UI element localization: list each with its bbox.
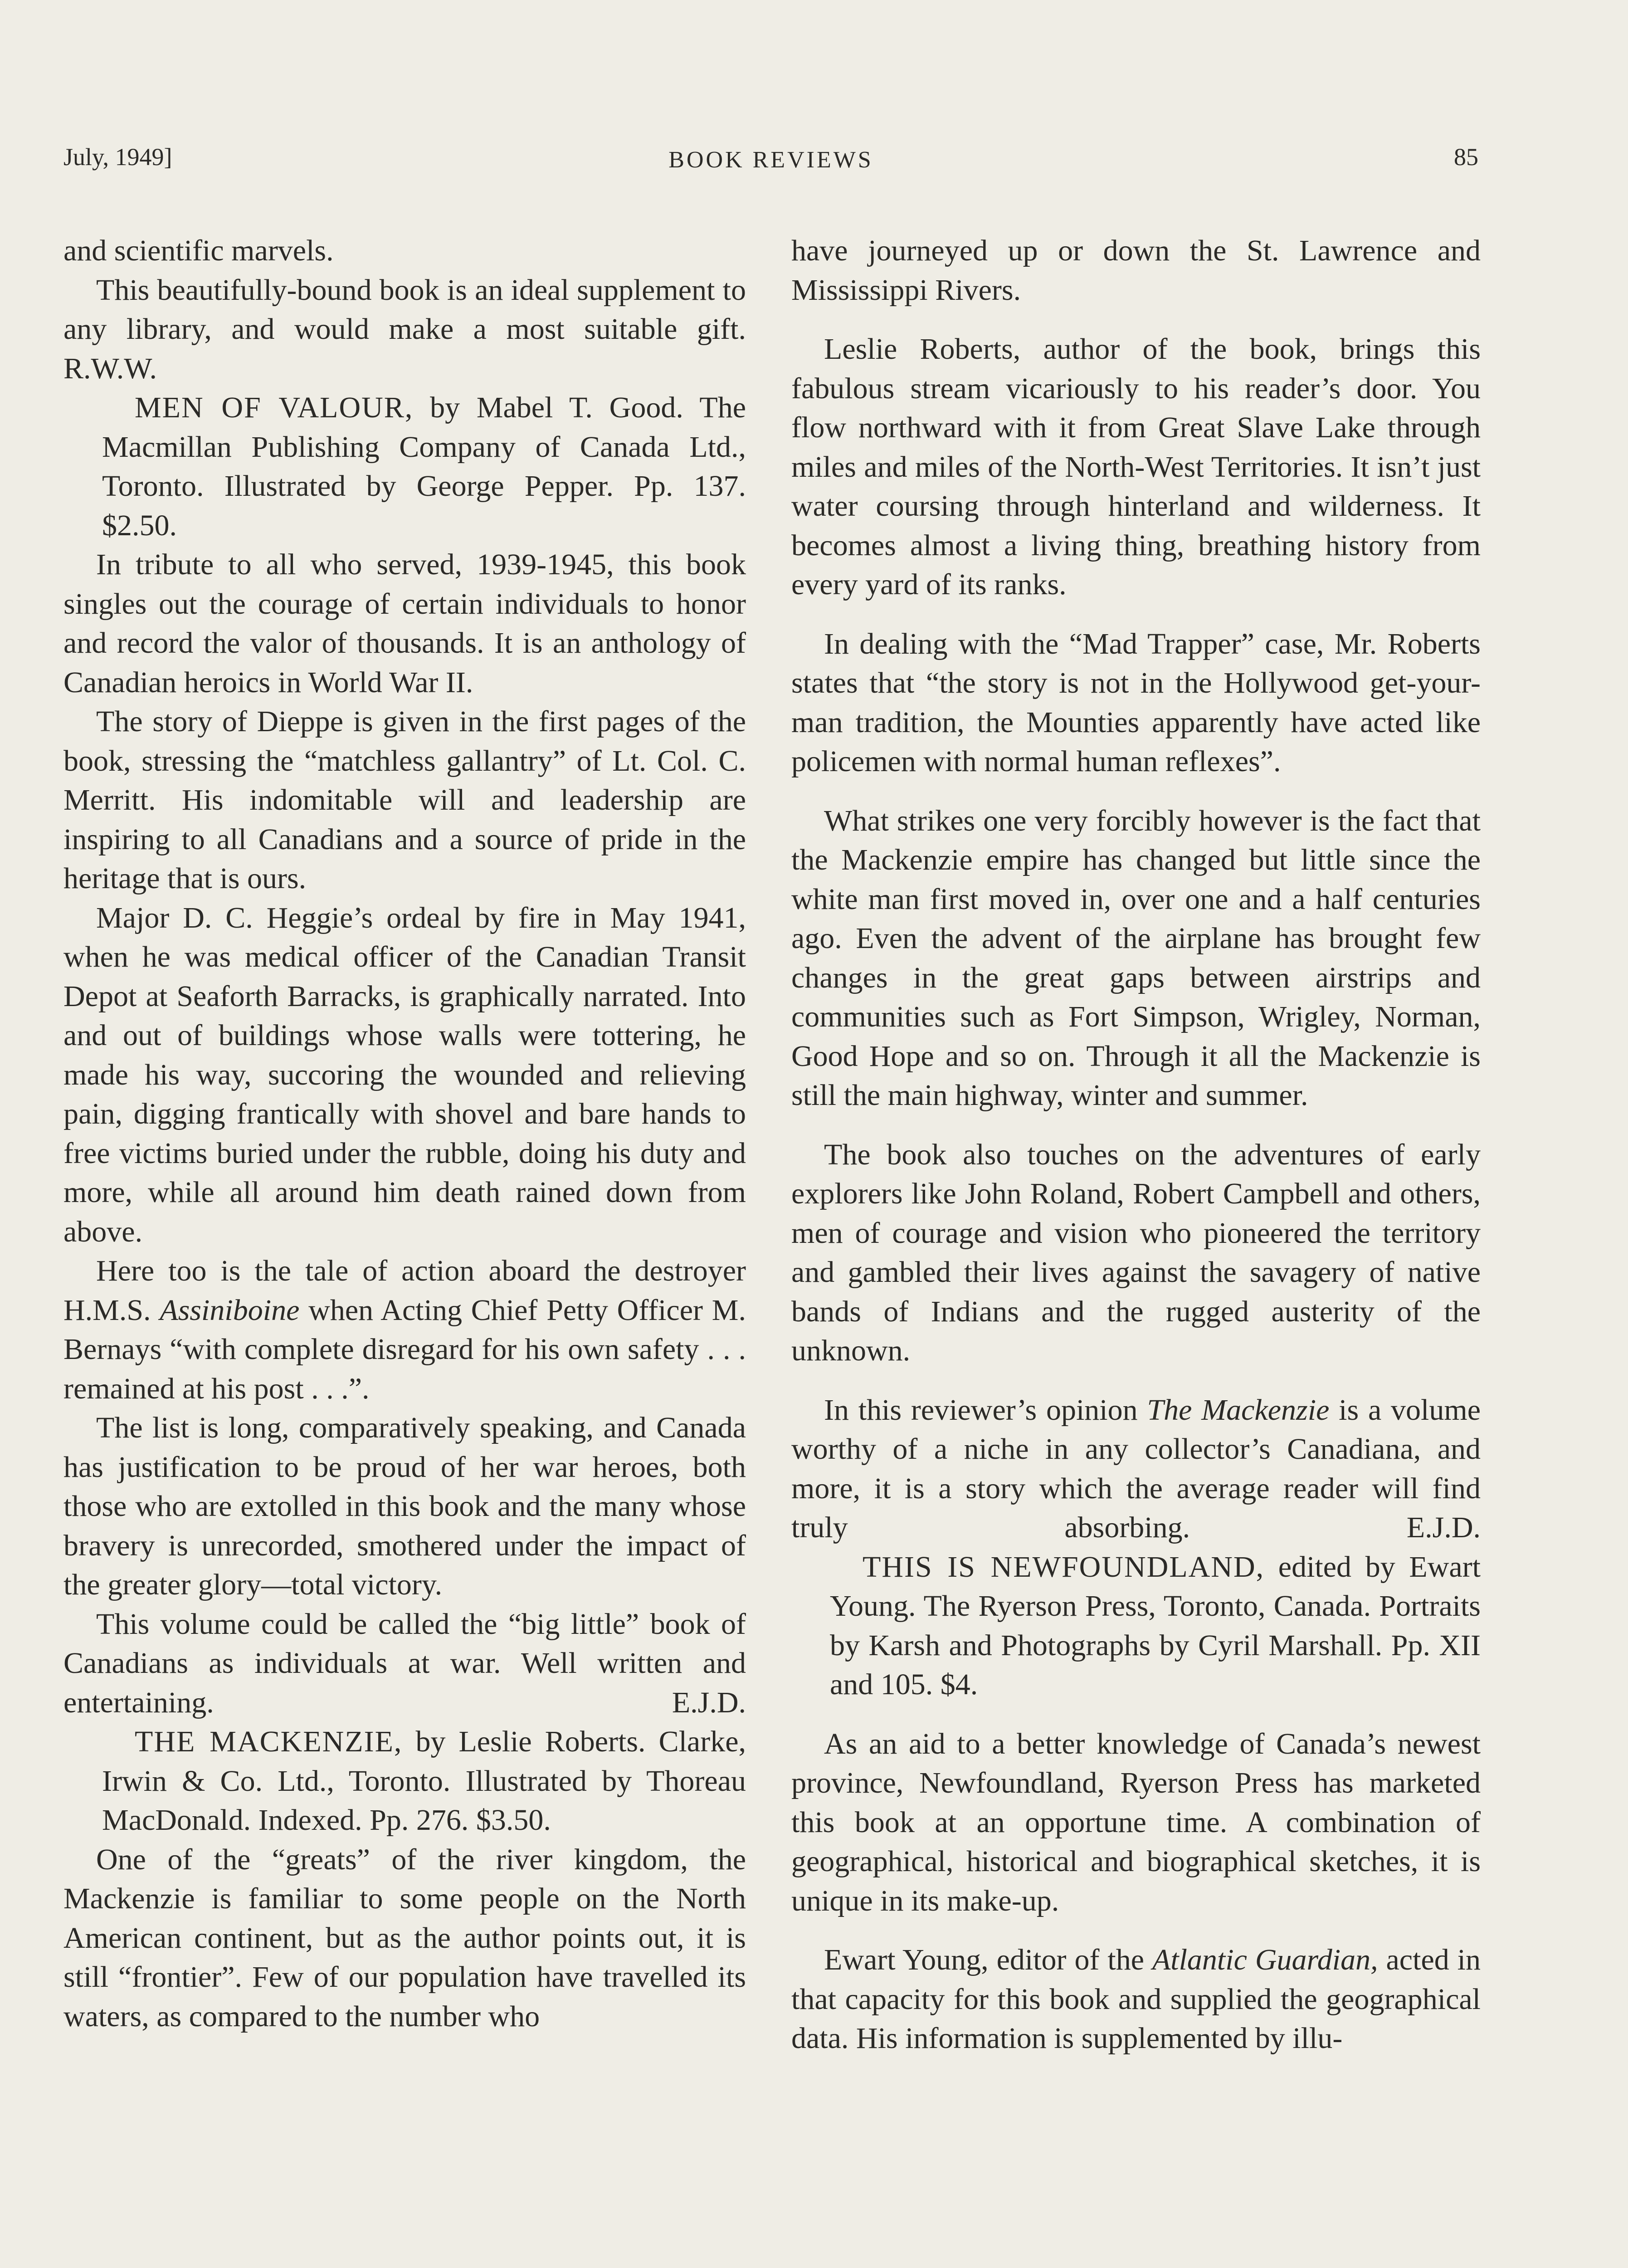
issue-date: July, 1949] [63, 143, 172, 171]
page-number: 85 [1454, 143, 1478, 171]
book-details: edited by Ewart Young. The Ryerson Press, Toronto, Canada. Portraits by Karsh and Photographs by Cyril Marshall. Pp. XII and 105. $4. [830, 1550, 1481, 1701]
paragraph [791, 1391, 1481, 1548]
paragraph-text: Here too is the tale of action aboard the destroyer H.M.S. [63, 1254, 746, 1327]
ship-name: Assiniboine [160, 1293, 300, 1327]
paragraph-text: This volume could be called the “big little” book of Canadians as individuals at war. Well written and entertaining. [63, 1607, 746, 1719]
paragraph: The story of Dieppe is given in the first pages of the book, stressing the “matchless gallantry” of Lt. Col. C. Merritt. His indomitable will and leadership are inspiring to all Canadians and a source of pride in the heritage that is ours. [63, 705, 746, 895]
review-heading [791, 1548, 1481, 1705]
paragraph: and scientific marvels. [63, 234, 334, 267]
reviewer-initials: E.J.D. [1406, 1511, 1481, 1544]
left-column [63, 231, 746, 2036]
book-title-italic: The Mackenzie [1147, 1393, 1330, 1427]
paragraph-text: This beautifully-bound book is an ideal supplement to any library, and would make a most suitable gift. [63, 273, 746, 346]
paragraph: In tribute to all who served, 1939-1945, this book singles out the courage of certain individuals to honor and record the valor of thousands. It is an anthology of Canadian heroics in World War II. [63, 548, 746, 699]
paragraph-text: In this reviewer’s opinion [824, 1393, 1138, 1427]
review-heading [63, 388, 746, 545]
book-title: THE MACKENZIE, [135, 1725, 403, 1758]
paragraph-text: is a volume worthy of a niche in any collector’s Canadiana, and more, it is a story which the average reader will find truly absorbing. [791, 1393, 1481, 1544]
paragraph: The list is long, comparatively speaking, and Canada has justification to be proud of her war heroes, both those who are extolled in this book and the many whose bravery is unrecorded, smothered under the impact of the greater glory—total victory. [63, 1411, 746, 1601]
reviewer-initials: E.J.D. [672, 1686, 746, 1719]
running-header [63, 143, 1478, 179]
paragraph: What strikes one very forcibly however is the fact that the Mackenzie empire has changed but little since the white man first moved in, over one and a half centuries ago. Even the advent of the airplane has brought few changes in the great gaps between airstrips and communities such as Fort Simpson, Wrigley, Norman, Good Hope and so on. Through it all the Mackenzie is still the main highway, winter and summer. [791, 804, 1481, 1112]
paragraph: One of the “greats” of the river kingdom, the Mackenzie is familiar to some people on the North American continent, but as the author points out, it is still “frontier”. Few of our population have travelled its waters, as compared to the number who [63, 1843, 746, 2033]
paragraph [791, 1941, 1481, 2058]
reviewer-initials: R.W.W. [63, 352, 157, 385]
book-title: THIS IS NEWFOUNDLAND, [863, 1550, 1265, 1584]
paragraph: Major D. C. Heggie’s ordeal by fire in May 1941, when he was medical officer of the Canadian Transit Depot at Seaforth Barracks, is graphically narrated. Into and out of buildings whose walls were tottering, he made his way, succoring the wounded and relieving pain, digging frantically with shovel and bare hands to free victims buried under the rubble, doing his duty and more, while all around him death rained down from above. [63, 901, 746, 1248]
paragraph: As an aid to a better knowledge of Canada’s newest province, Newfoundland, Ryerson Press has marketed this book at an opportune time. A combination of geographical, historical and biographical sketches, it is unique in its make-up. [791, 1727, 1481, 1917]
paragraph-text: Ewart Young, editor of the [824, 1943, 1144, 1976]
right-column [791, 231, 1481, 2058]
section-title: BOOK REVIEWS [668, 147, 873, 173]
publication-name: Atlantic Guardian, [1152, 1943, 1378, 1976]
paragraph [63, 1605, 746, 1723]
paragraph [63, 1251, 746, 1408]
book-title: MEN OF VALOUR, [135, 391, 414, 424]
paragraph: have journeyed up or down the St. Lawrence and Mississippi Rivers. [791, 234, 1481, 307]
paragraph: In dealing with the “Mad Trapper” case, Mr. Roberts states that “the story is not in the Hollywood get-your-man tradition, the Mounties apparently have acted like policemen with normal human reflexes”. [791, 627, 1481, 778]
paragraph-text: acted in that capacity for this book and supplied the geographical data. His information is supplemented by illu- [791, 1943, 1481, 2055]
paragraph: The book also touches on the adventures of early explorers like John Roland, Robert Campbell and others, men of courage and vision who pioneered the territory and gambled their lives against the savagery of native bands of Indians and the rugged austerity of the unknown. [791, 1138, 1481, 1367]
paragraph [63, 271, 746, 389]
paragraph: Leslie Roberts, author of the book, brings this fabulous stream vicariously to his reader’s door. You flow northward with it from Great Slave Lake through miles and miles of the North-West Territories. It isn’t just water coursing through hinterland and wilderness. It becomes almost a living thing, breathing history from every yard of its ranks. [791, 332, 1481, 601]
paragraph-text: when Acting Chief Petty Officer M. Bernays “with complete disregard for his own safety . . . remained at his post . . .”. [63, 1293, 746, 1405]
review-heading [63, 1722, 746, 1840]
book-details: by Leslie Roberts. Clarke, Irwin & Co. Ltd., Toronto. Illustrated by Thoreau MacDonald. Indexed. Pp. 276. $3.50. [102, 1725, 746, 1837]
book-details: by Mabel T. Good. The Macmillan Publishing Company of Canada Ltd., Toronto. Illustrated by George Pepper. Pp. 137. $2.50. [102, 391, 746, 542]
